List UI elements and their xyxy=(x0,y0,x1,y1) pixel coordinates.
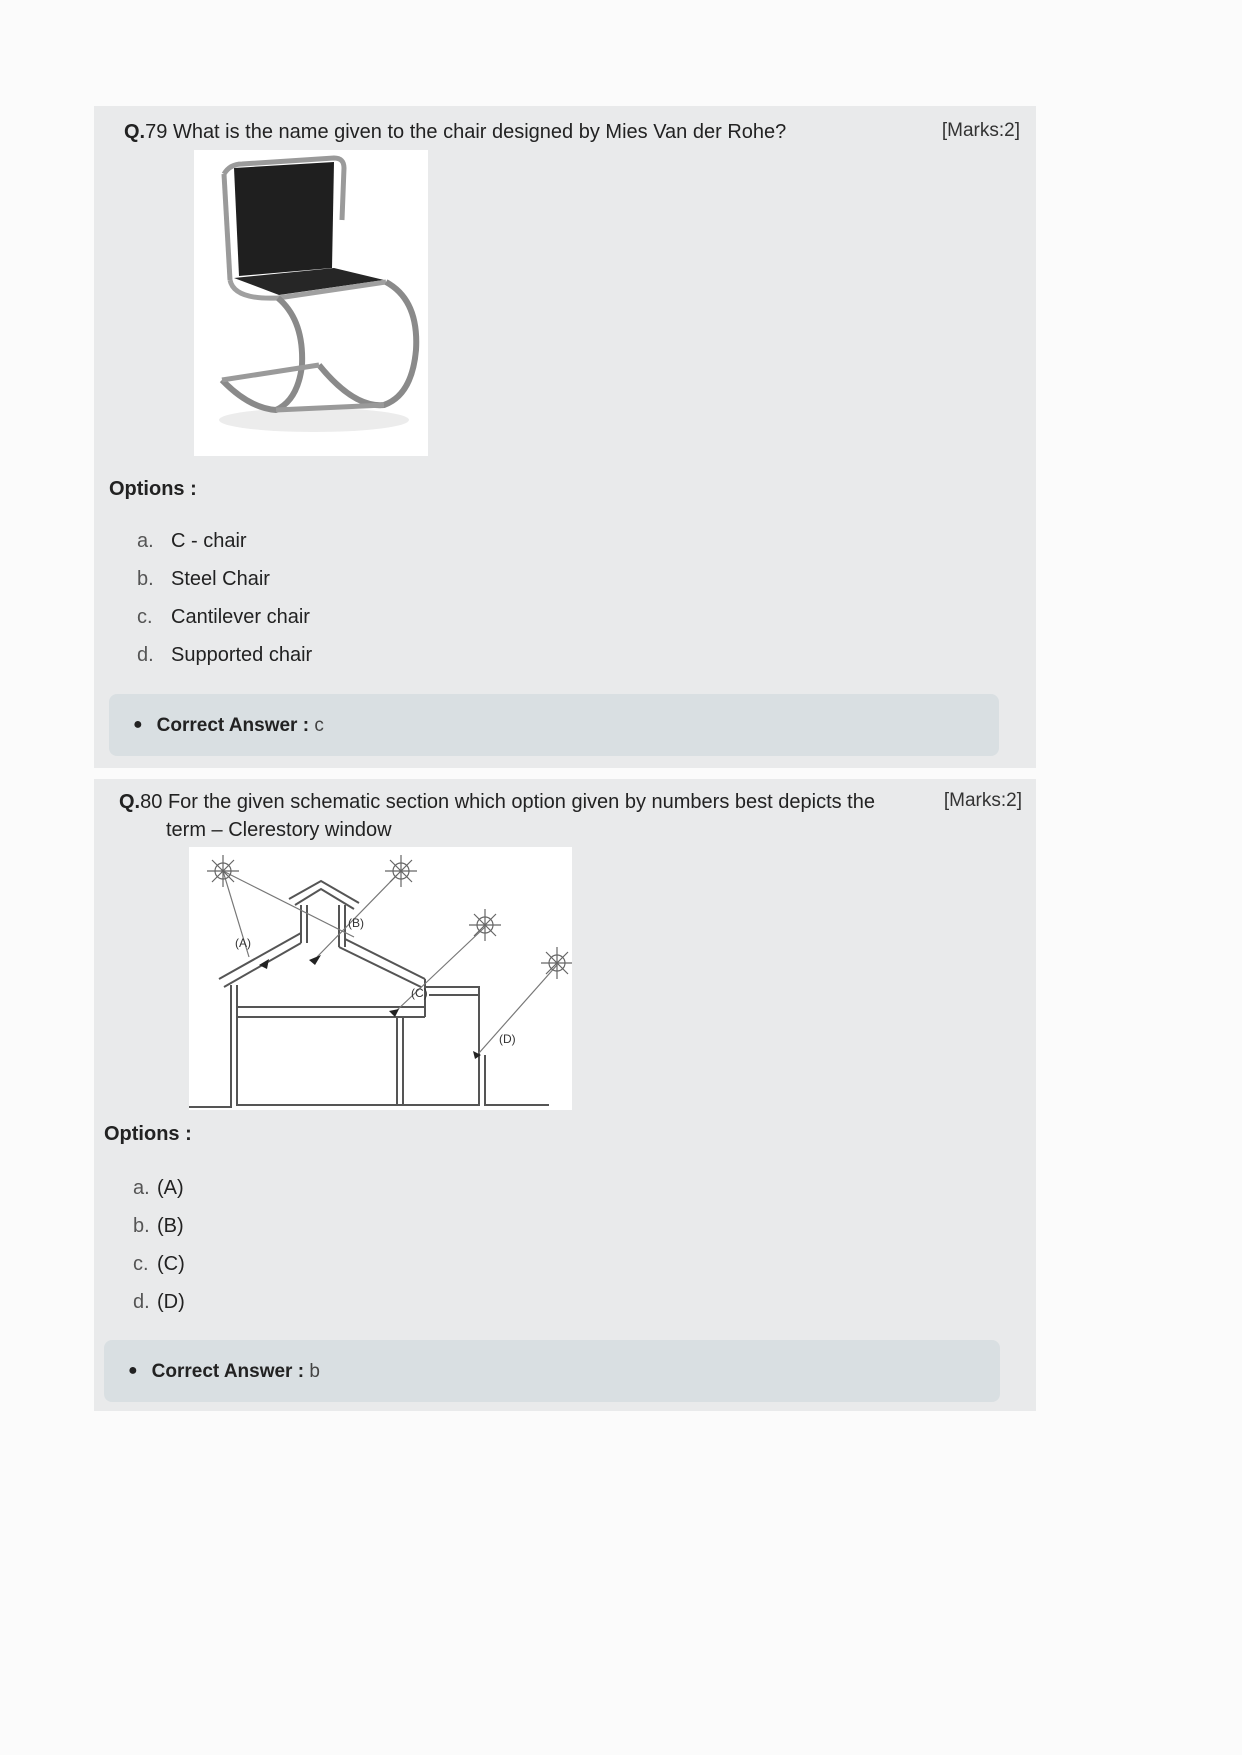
diagram-label-d: (D) xyxy=(499,1032,516,1046)
question-79-marks: [Marks:2] xyxy=(941,120,1020,141)
option-80-c[interactable]: c. (C) xyxy=(133,1253,185,1275)
question-80-marks: [Marks:2] xyxy=(943,790,1022,811)
options-list-80 xyxy=(133,1169,185,1321)
question-79-card xyxy=(94,106,1036,768)
diagram-label-b: (B) xyxy=(348,916,364,930)
schematic-section-diagram xyxy=(189,847,572,1110)
question-80-card xyxy=(94,779,1036,1411)
cantilever-chair-illustration xyxy=(194,150,428,456)
clerestory-section-illustration xyxy=(189,847,572,1110)
option-80-b[interactable]: b. (B) xyxy=(133,1215,184,1237)
chair-image xyxy=(194,150,428,456)
correct-answer-80: ● Correct Answer : b xyxy=(104,1340,1000,1402)
options-title-80: Options : xyxy=(104,1123,192,1145)
bullet-icon: ● xyxy=(128,1362,138,1379)
options-list-79 xyxy=(137,522,312,674)
option-79-a[interactable]: a. C - chair xyxy=(137,530,247,552)
bullet-icon: ● xyxy=(133,716,143,733)
option-79-c[interactable]: c. Cantilever chair xyxy=(137,606,310,628)
option-79-d[interactable]: d. Supported chair xyxy=(137,644,313,666)
option-80-d[interactable]: d. (D) xyxy=(133,1291,185,1313)
correct-answer-79: ● Correct Answer : c xyxy=(109,694,999,756)
option-80-a[interactable]: a. (A) xyxy=(133,1177,184,1199)
options-title-79: Options : xyxy=(109,478,197,500)
diagram-label-a: (A) xyxy=(235,936,251,950)
question-79-text: Q.79 What is the name given to the chair designed by Mies Van der Rohe? xyxy=(124,121,787,143)
option-79-b[interactable]: b. Steel Chair xyxy=(137,568,270,590)
diagram-label-c: (C) xyxy=(411,986,428,1000)
question-80-text: Q.80 For the given schematic section which option given by numbers best depicts the term – Clerestory window xyxy=(119,791,875,841)
